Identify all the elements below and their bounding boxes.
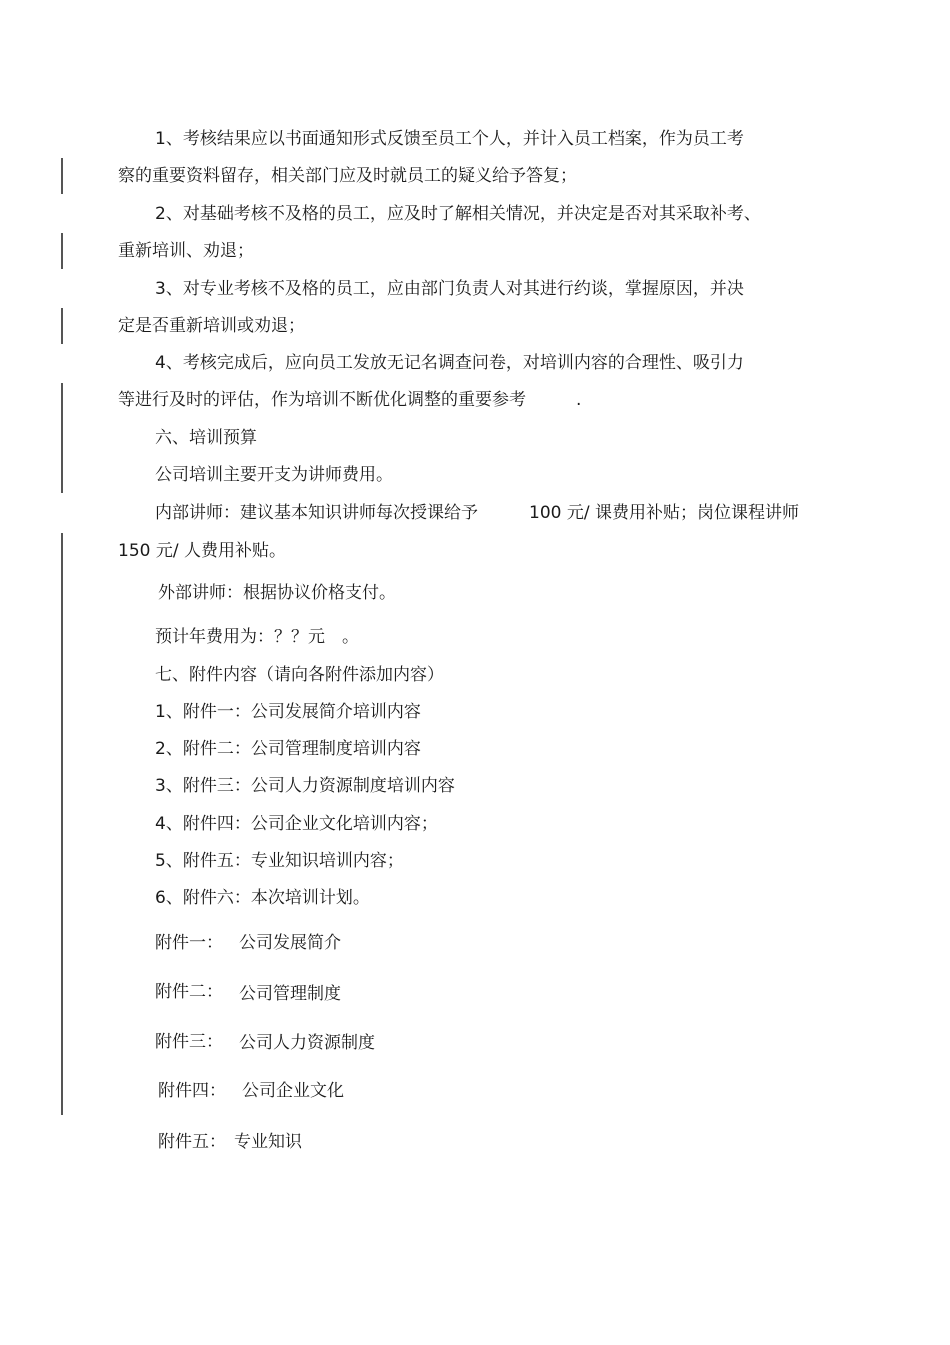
paragraph-4-period: . (576, 390, 582, 410)
attachment-list-item: 3、附件三：公司人力资源制度培训内容 (155, 776, 455, 796)
internal-lecturer-fee: 100 元/ 课费用补贴；岗位课程讲师 (529, 503, 799, 523)
attachment-title-name: 公司企业文化 (242, 1081, 344, 1101)
annual-estimate: 预计年费用为：？？元 (155, 627, 325, 647)
attachment-list-item: 5、附件五：专业知识培训内容； (155, 851, 404, 871)
budget-heading: 六、培训预算 (155, 428, 257, 448)
paragraph-1-line-1: 1、考核结果应以书面通知形式反馈至员工个人，并计入员工档案，作为员工考 (155, 129, 744, 149)
paragraph-1-line-2: 察的重要资料留存，相关部门应及时就员工的疑义给予答复； (118, 166, 577, 186)
revision-bar (61, 533, 63, 1115)
internal-lecturer-text: 内部讲师：建议基本知识讲师每次授课给予 (155, 503, 478, 523)
paragraph-4-line-1: 4、考核完成后，应向员工发放无记名调查问卷，对培训内容的合理性、吸引力 (155, 353, 744, 373)
attachment-title-label: 附件四： (158, 1081, 226, 1101)
revision-bar (61, 233, 63, 269)
attachment-list-item: 6、附件六：本次培训计划。 (155, 888, 370, 908)
revision-bar (61, 158, 63, 194)
paragraph-4-line-2: 等进行及时的评估，作为培训不断优化调整的重要参考 (118, 390, 526, 410)
attachment-title-name: 公司发展简介 (239, 933, 341, 953)
attachment-list-item: 1、附件一：公司发展简介培训内容 (155, 702, 421, 722)
attachment-title-label: 附件一： (155, 933, 223, 953)
budget-intro: 公司培训主要开支为讲师费用。 (155, 465, 393, 485)
attachment-title-name: 公司管理制度 (239, 984, 341, 1004)
paragraph-3-line-1: 3、对专业考核不及格的员工，应由部门负责人对其进行约谈，掌握原因，并决 (155, 279, 744, 299)
attachment-title-label: 附件二： (155, 982, 223, 1002)
revision-bar (61, 383, 63, 493)
external-lecturer: 外部讲师：根据协议价格支付。 (158, 583, 396, 603)
attachment-list-item: 2、附件二：公司管理制度培训内容 (155, 739, 421, 759)
internal-lecturer-fee-2: 150 元/ 人费用补贴。 (118, 541, 286, 561)
attachment-title-label: 附件三： (155, 1032, 223, 1052)
attachment-title-name: 专业知识 (234, 1132, 302, 1152)
paragraph-2-line-1: 2、对基础考核不及格的员工，应及时了解相关情况，并决定是否对其采取补考、 (155, 204, 761, 224)
annual-estimate-end: 。 (342, 627, 359, 647)
paragraph-3-line-2: 定是否重新培训或劝退； (118, 316, 305, 336)
attachment-title-name: 公司人力资源制度 (239, 1033, 375, 1053)
revision-bar (61, 308, 63, 344)
attachments-heading: 七、附件内容（请向各附件添加内容） (155, 665, 444, 685)
attachment-title-label: 附件五： (158, 1132, 226, 1152)
paragraph-2-line-2: 重新培训、劝退； (118, 241, 254, 261)
attachment-list-item: 4、附件四：公司企业文化培训内容； (155, 814, 438, 834)
